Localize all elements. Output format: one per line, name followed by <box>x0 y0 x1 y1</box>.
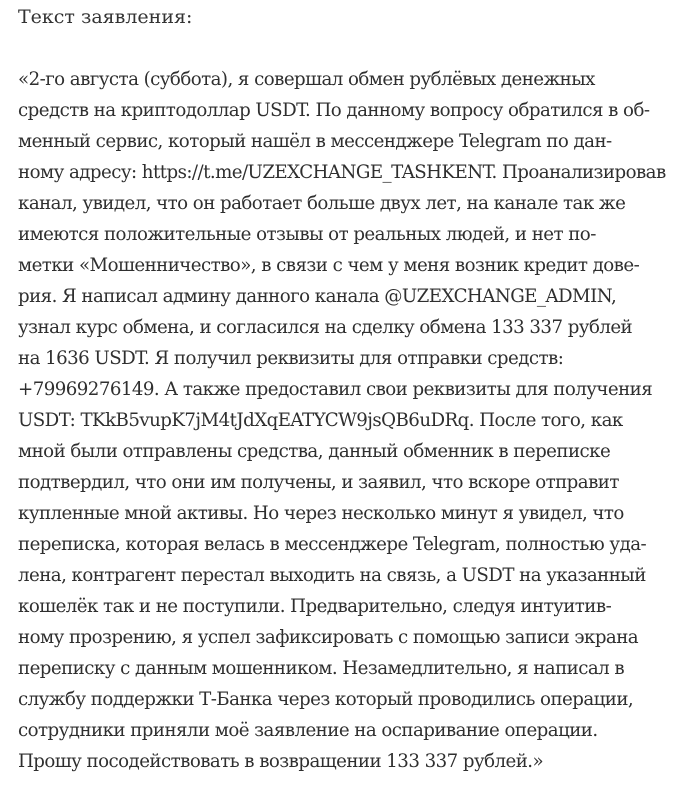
statement-line: мной были отправлены средства, данный обменник в переписке <box>18 441 611 462</box>
page-title: Текст заявления: <box>18 6 193 28</box>
statement-line: ному прозрению, я успел зафиксировать с помощью записи экрана <box>18 627 639 648</box>
statement-text <box>18 64 683 777</box>
statement-line: «2-го августа (суббота), я совершал обмен рублёвых денежных <box>18 69 595 90</box>
statement-line: переписка, которая велась в мессенджере Telegram, полностью уда- <box>18 534 647 555</box>
statement-line: узнал курс обмена, и согласился на сделку обмена 133 337 рублей <box>18 317 633 338</box>
statement-line: канал, увидел, что он работает больше двух лет, на канале так же <box>18 193 626 214</box>
statement-line: службу поддержки Т-Банка через который проводились операции, <box>18 689 634 710</box>
statement-line: переписку с данным мошенником. Незамедлительно, я написал в <box>18 658 625 679</box>
statement-line: на 1636 USDT. Я получил реквизиты для отправки средств: <box>18 348 564 369</box>
statement-line: USDT: TKkB5vupK7jM4tJdXqEATYCW9jsQB6uDRq. После того, как <box>18 410 623 431</box>
statement-line: сотрудники приняли моё заявление на оспаривание операции. <box>18 720 598 741</box>
statement-line: имеются положительные отзывы от реальных людей, и нет по- <box>18 224 596 245</box>
statement-line: купленные мной активы. Но через несколько минут я увидел, что <box>18 503 624 524</box>
statement-line: Прошу посодействовать в возвращении 133 337 рублей.» <box>18 751 544 772</box>
statement-line: лена, контрагент перестал выходить на связь, а USDT на указанный <box>18 565 646 586</box>
statement-line: ному адресу: https://t.me/UZEXCHANGE_TASHKENT. Проанализировав <box>18 162 666 183</box>
statement-line: +79969276149. А также предоставил свои реквизиты для получения <box>18 379 653 400</box>
statement-line: подтвердил, что они им получены, и заявил, что вскоре отправит <box>18 472 619 493</box>
statement-line: метки «Мошенничество», в связи с чем у меня возник кредит дове- <box>18 255 640 276</box>
statement-line: менный сервис, который нашёл в мессенджере Telegram по дан- <box>18 131 612 152</box>
statement-line: рия. Я написал админу данного канала @UZEXCHANGE_ADMIN, <box>18 286 617 307</box>
statement-line: средств на криптодоллар USDT. По данному вопросу обратился в об- <box>18 100 650 121</box>
statement-line: кошелёк так и не поступили. Предварительно, следуя интуитив- <box>18 596 612 617</box>
